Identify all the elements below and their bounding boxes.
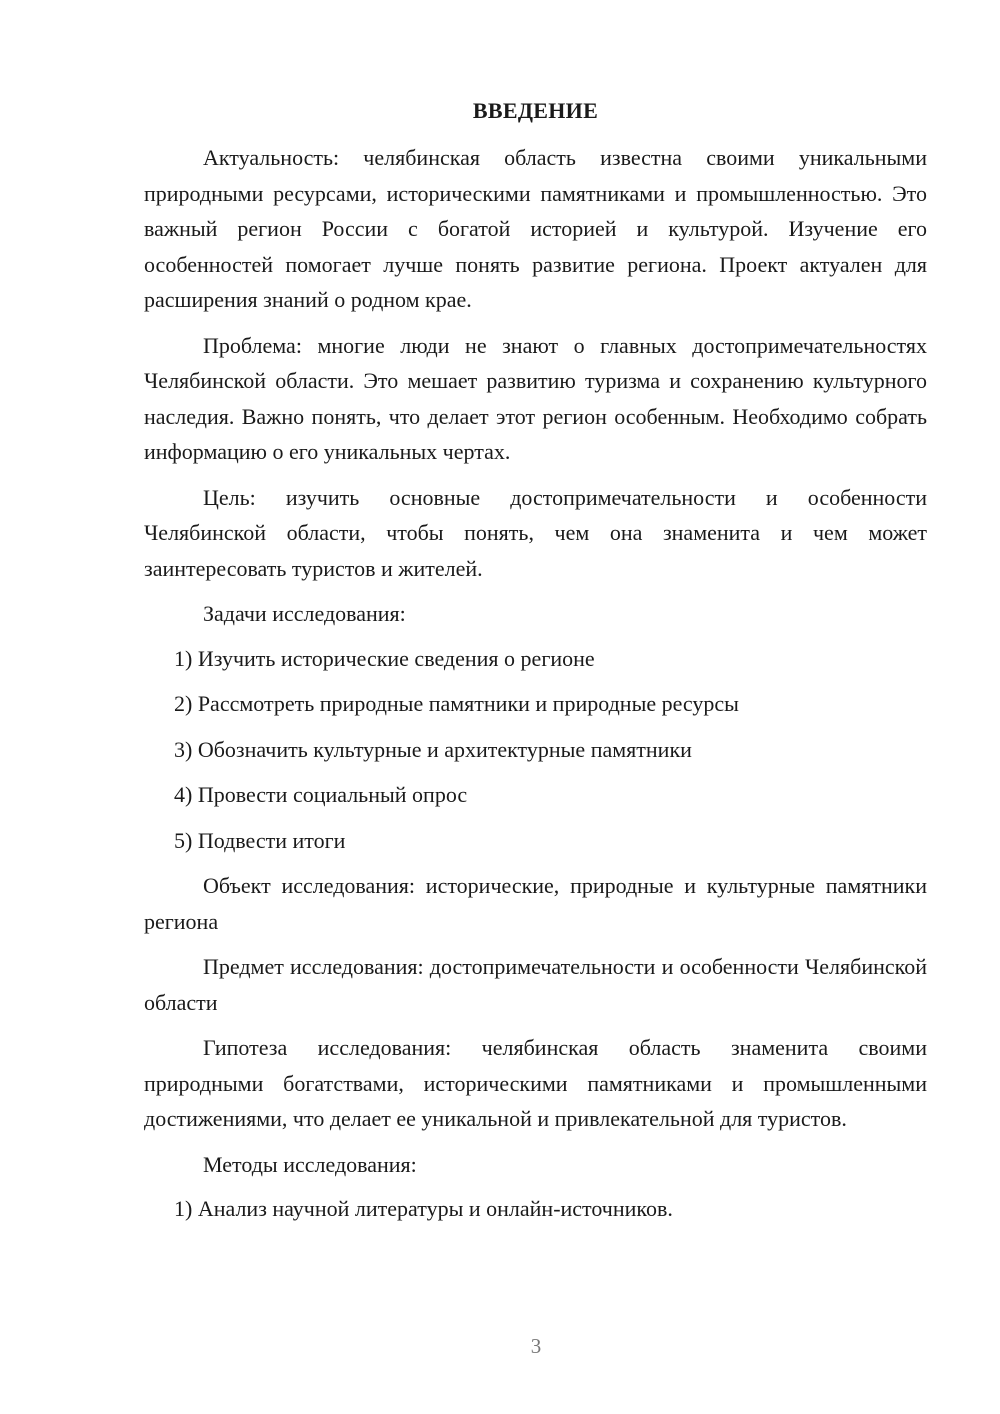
subject-paragraph: Предмет исследования: достопримечательности и особенности Челябинской области xyxy=(144,954,927,1015)
page-content xyxy=(144,96,927,1227)
list-item: 2) Рассмотреть природные памятники и природные ресурсы xyxy=(174,691,739,716)
list-item: 3) Обозначить культурные и архитектурные памятники xyxy=(174,736,692,762)
goal-paragraph: Цель: изучить основные достопримечательности и особенности Челябинской области, чтобы понять, чем она знаменита и чем может заинтересовать туристов и жителей. xyxy=(144,484,927,581)
methods-list xyxy=(144,1191,927,1227)
object-paragraph: Объект исследования: исторические, природные и культурные памятники региона xyxy=(144,873,927,934)
list-item: 4) Провести социальный опрос xyxy=(174,782,468,807)
list-item: 1) Анализ научной литературы и онлайн-источников. xyxy=(174,1196,673,1221)
methods-title: Методы исследования: xyxy=(203,1151,417,1177)
page-number: 3 xyxy=(530,1334,542,1358)
tasks-list xyxy=(144,641,927,859)
list-item: 1) Изучить исторические сведения о регионе xyxy=(174,645,595,671)
problem-paragraph: Проблема: многие люди не знают о главных достопримечательностях Челябинской области. Это мешает развитию туризма и сохранению культурного наследия. Важно понять, что делает этот регион особенным. Необходимо собрать информацию о его уникальных чертах. xyxy=(144,332,927,464)
list-item: 5) Подвести итоги xyxy=(174,827,346,853)
section-heading: ВВЕДЕНИЕ xyxy=(472,98,599,123)
relevance-paragraph: Актуальность: челябинская область известна своими уникальными природными ресурсами, историческими памятниками и промышленностью. Это важный регион России с богатой историей и культурой. Изучение его особенностей помогает лучше понять развитие региона. Проект актуален для расширения знаний о родном крае. xyxy=(144,145,927,312)
tasks-title: Задачи исследования: xyxy=(203,601,406,626)
hypothesis-paragraph: Гипотеза исследования: челябинская область знаменита своими природными богатствами, историческими памятниками и промышленными достижениями, что делает ее уникальной и привлекательной для туристов. xyxy=(144,1035,927,1131)
